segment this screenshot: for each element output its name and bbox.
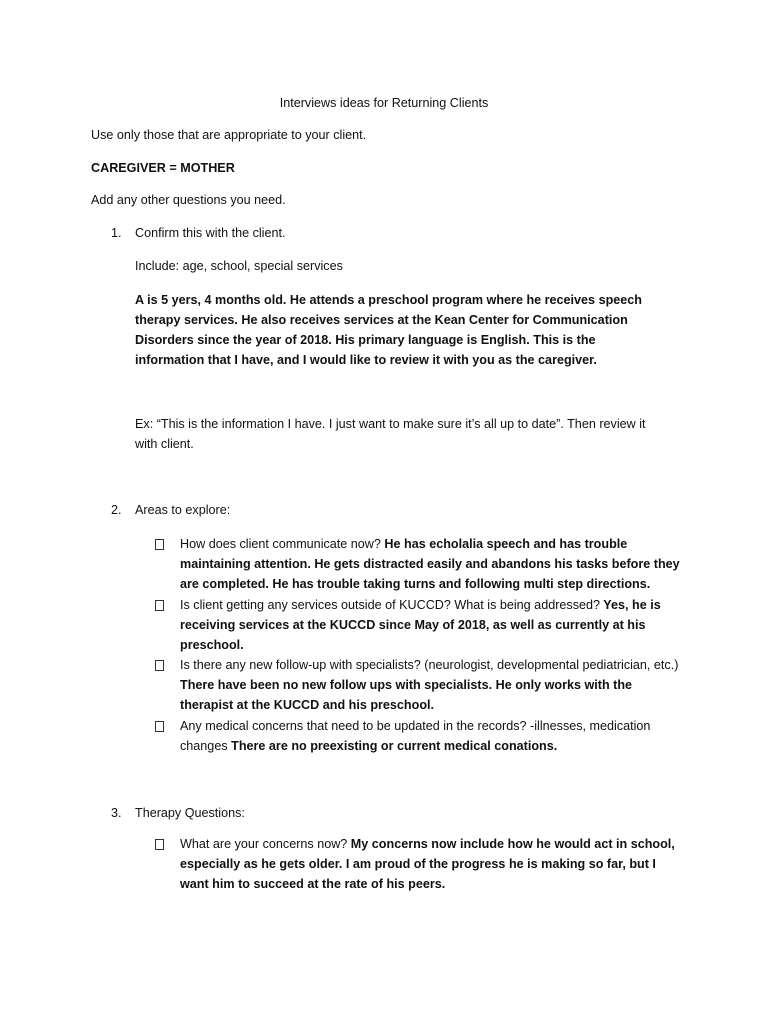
section-1-heading: Confirm this with the client. bbox=[135, 226, 286, 240]
explore-answer: There are no preexisting or current medical conations. bbox=[227, 739, 558, 753]
section-2-heading: Areas to explore: bbox=[135, 503, 231, 517]
explore-item bbox=[180, 595, 680, 655]
section-2-number: 2. bbox=[111, 503, 122, 517]
explore-item bbox=[180, 534, 680, 594]
bullet-box-icon bbox=[155, 716, 169, 736]
bullet-box-icon bbox=[155, 834, 169, 854]
section-3-heading: Therapy Questions: bbox=[135, 806, 245, 820]
explore-question: Is there any new follow-up with specialists? (neurologist, developmental pediatrician, etc.) bbox=[180, 658, 679, 672]
section-1-example: Ex: “This is the information I have. I just want to make sure it’s all up to date”. Then review it with client. bbox=[135, 417, 646, 451]
section-1-number: 1. bbox=[111, 226, 122, 240]
bullet-box-icon bbox=[155, 655, 169, 675]
bullet-box-icon bbox=[155, 595, 169, 615]
explore-item bbox=[180, 716, 680, 756]
document-title: Interviews ideas for Returning Clients bbox=[279, 96, 489, 110]
intro-text: Use only those that are appropriate to your client. bbox=[91, 128, 367, 142]
section-3-number: 3. bbox=[111, 806, 122, 820]
explore-question: Any medical concerns that need to be updated in the records? -illnesses, medication changes bbox=[180, 719, 651, 753]
section-1-include: Include: age, school, special services bbox=[135, 259, 343, 273]
therapy-answer: My concerns now include how he would act in school, especially as he gets older. I am proud of the progress he is making so far, but I want him to succeed at the rate of his peers. bbox=[180, 837, 675, 891]
explore-answer: There have been no new follow ups with specialists. He only works with the therapist at the KUCCD and his preschool. bbox=[180, 678, 633, 712]
therapy-question: What are your concerns now? bbox=[180, 837, 348, 851]
explore-item bbox=[180, 655, 680, 715]
caregiver-label: CAREGIVER = MOTHER bbox=[91, 161, 235, 175]
explore-answer: Yes, he is receiving services at the KUCCD since May of 2018, as well as currently at his preschool. bbox=[180, 598, 661, 652]
explore-answer: He has echolalia speech and has trouble maintaining attention. He gets distracted easily and abandons his tasks before they are completed. He has trouble taking turns and following multi step directions. bbox=[180, 537, 680, 591]
explore-question: Is client getting any services outside of KUCCD? What is being addressed? bbox=[180, 598, 601, 612]
therapy-item bbox=[180, 834, 680, 894]
bullet-box-icon bbox=[155, 534, 169, 554]
section-1-answer: A is 5 yers, 4 months old. He attends a preschool program where he receives speech therapy services. He also receives services at the Kean Center for Communication Disorders since the year of 2018. His primary language is English. This is the information that I have, and I would like to review it with you as the caregiver. bbox=[135, 293, 642, 367]
add-questions-text: Add any other questions you need. bbox=[91, 193, 286, 207]
explore-question: How does client communicate now? bbox=[180, 537, 381, 551]
